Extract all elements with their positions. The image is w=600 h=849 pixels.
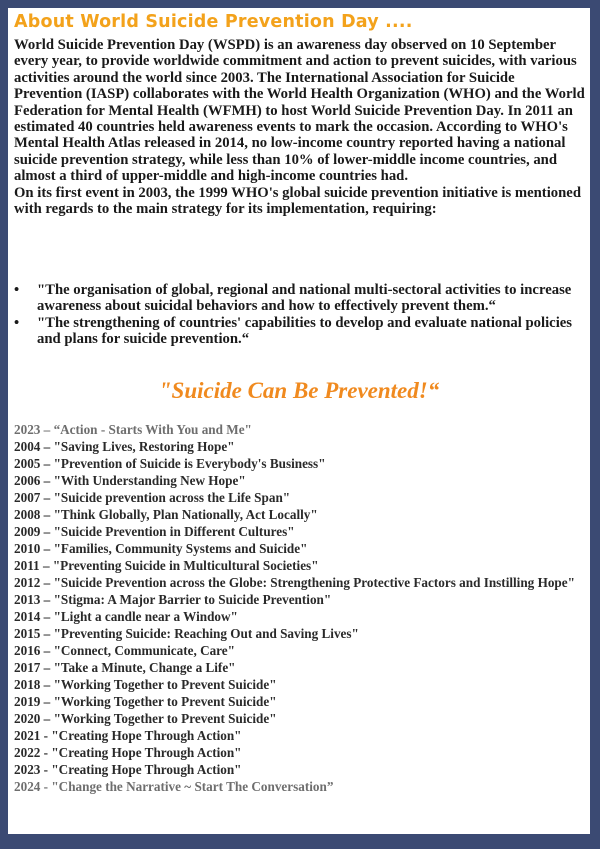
theme-list-item: 2013 – "Stigma: A Major Barrier to Suicide Prevention" xyxy=(14,592,332,607)
theme-list-item: 2022 - "Creating Hope Through Action" xyxy=(14,745,242,760)
theme-list-item: 2011 – "Preventing Suicide in Multicultural Societies" xyxy=(14,558,319,573)
theme-list-item: 2004 – "Saving Lives, Restoring Hope" xyxy=(14,439,235,454)
theme-list-item: 2023 - "Creating Hope Through Action" xyxy=(14,762,242,777)
slogan: "Suicide Can Be Prevented!“ xyxy=(158,378,440,403)
bullet-item xyxy=(14,315,586,348)
bullet-icon: • xyxy=(14,314,20,331)
intro-paragraph: World Suicide Prevention Day (WSPD) is an awareness day observed on 10 September every year, to provide worldwide commitment and action to prevent suicides, with various activities around the world since 2003. The International Association for Suicide Prevention (IASP) collaborates with the World Health Organization (WHO) and the World Federation for Mental Health (WFMH) to host World Suicide Prevention Day. In 2011 an estimated 40 countries held awareness events to mark the occasion. According to WHO's Mental Health Atlas released in 2014, no low-income country reported having a national suicide prevention strategy, while less than 10% of lower-middle income countries, and almost a third of upper-middle and high-income countries had. xyxy=(14,37,585,185)
theme-list-item: 2008 – "Think Globally, Plan Nationally, Act Locally" xyxy=(14,507,318,522)
bullet-icon: • xyxy=(14,282,20,298)
bullet-text: "The organisation of global, regional and national multi-sectoral activities to increase awareness about suicidal behaviors and how to effectively prevent them.“ xyxy=(37,282,572,315)
bullet-text: "The strengthening of countries' capabilities to develop and evaluate national policies and plans for suicide prevention.“ xyxy=(37,314,573,348)
theme-list-item: 2018 – "Working Together to Prevent Suicide" xyxy=(14,677,277,692)
theme-list-item: 2010 – "Families, Community Systems and Suicide" xyxy=(14,541,308,556)
page-heading: About World Suicide Prevention Day .... xyxy=(14,12,413,32)
document-page xyxy=(8,8,590,834)
intro-paragraph: On its first event in 2003, the 1999 WHO's global suicide prevention initiative is mentioned with regards to the main strategy for its implementation, requiring: xyxy=(14,184,581,218)
theme-list-item: 2006 – "With Understanding New Hope" xyxy=(14,473,246,488)
strategy-bullet-list xyxy=(14,282,586,348)
theme-list-item: 2024 - "Change the Narrative ~ Start The Conversation” xyxy=(14,779,334,794)
theme-list-item: 2023 – “Action - Starts With You and Me" xyxy=(14,422,252,437)
theme-list-item: 2007 – "Suicide prevention across the Life Span" xyxy=(14,490,291,505)
theme-list xyxy=(14,421,586,795)
theme-list-item: 2012 – "Suicide Prevention across the Globe: Strengthening Protective Factors and Instilling Hope" xyxy=(14,575,575,590)
theme-list-item: 2019 – "Working Together to Prevent Suicide" xyxy=(14,694,277,709)
theme-list-item: 2009 – "Suicide Prevention in Different Cultures" xyxy=(14,524,295,539)
theme-list-item: 2005 – "Prevention of Suicide is Everybody's Business" xyxy=(14,456,326,471)
theme-list-item: 2020 – "Working Together to Prevent Suicide" xyxy=(14,711,277,726)
theme-list-item: 2021 - "Creating Hope Through Action" xyxy=(14,728,242,743)
theme-list-item: 2015 – "Preventing Suicide: Reaching Out and Saving Lives" xyxy=(14,626,359,641)
theme-list-item: 2016 – "Connect, Communicate, Care" xyxy=(14,643,235,658)
theme-list-item: 2014 – "Light a candle near a Window" xyxy=(14,609,238,624)
bullet-item xyxy=(14,282,586,315)
theme-list-item: 2017 – "Take a Minute, Change a Life" xyxy=(14,660,236,675)
intro-text xyxy=(14,37,586,217)
